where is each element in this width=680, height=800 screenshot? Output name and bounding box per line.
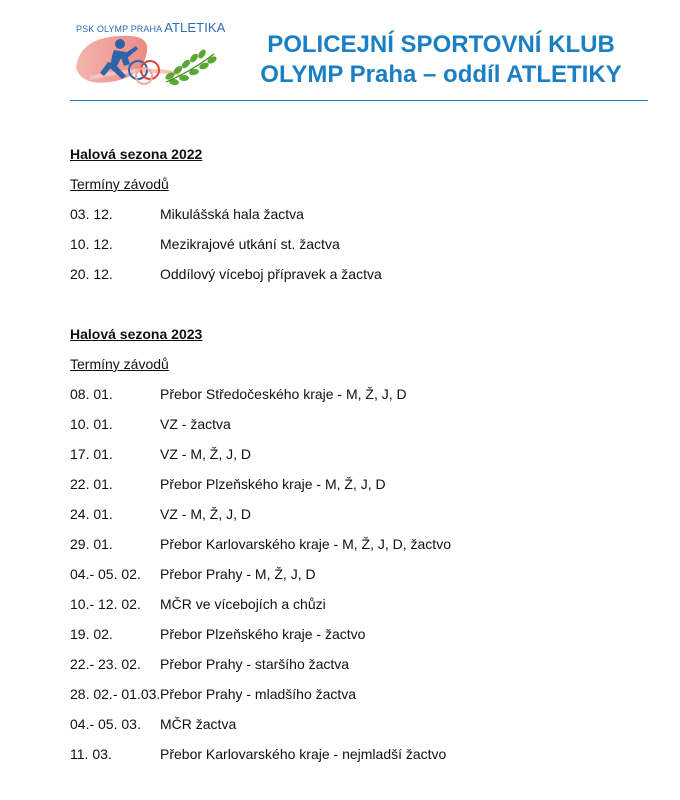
- event-date: 04.- 05. 02.: [70, 566, 141, 582]
- event-date: 29. 01.: [70, 536, 113, 552]
- event-row: [70, 686, 630, 716]
- event-name: Mezikrajové utkání st. žactva: [160, 236, 340, 252]
- event-name: Přebor Plzeňského kraje - M, Ž, J, D: [160, 476, 386, 492]
- event-date: 22. 01.: [70, 476, 113, 492]
- event-name: Přebor Karlovarského kraje - M, Ž, J, D, žactvo: [160, 536, 451, 552]
- event-row: [70, 626, 630, 656]
- race-dates-subtitle: Termíny závodů: [70, 356, 169, 372]
- event-name: Přebor Středočeského kraje - M, Ž, J, D: [160, 386, 407, 402]
- event-date: 20. 12.: [70, 266, 113, 282]
- event-date: 10. 12.: [70, 236, 113, 252]
- event-date: 17. 01.: [70, 446, 113, 462]
- event-date: 22.- 23. 02.: [70, 656, 141, 672]
- event-row: [70, 446, 630, 476]
- event-date: 03. 12.: [70, 206, 113, 222]
- event-date: 11. 03.: [70, 746, 112, 762]
- season-title: Halová sezona 2022: [70, 146, 203, 162]
- event-name: VZ - M, Ž, J, D: [160, 446, 251, 462]
- event-name: Přebor Prahy - mladšího žactva: [160, 686, 357, 702]
- event-name: MČR žactva: [160, 716, 237, 732]
- season-title: Halová sezona 2023: [70, 326, 203, 342]
- event-row: [70, 416, 630, 446]
- event-row: [70, 386, 630, 416]
- logo-big-text: ATLETIKA: [164, 20, 226, 35]
- event-name: VZ - M, Ž, J, D: [160, 506, 251, 522]
- event-row: [70, 596, 630, 626]
- event-date: 04.- 05. 03.: [70, 716, 141, 732]
- event-name: Přebor Karlovarského kraje - nejmladší žactvo: [160, 746, 447, 762]
- event-name: Přebor Plzeňského kraje - žactvo: [160, 626, 366, 642]
- event-row: [70, 476, 630, 506]
- header-divider: [70, 100, 648, 101]
- event-date: 10. 01.: [70, 416, 113, 432]
- logo-graphic: [70, 16, 230, 96]
- event-date: 10.- 12. 02.: [70, 596, 141, 612]
- club-title-line-2: OLYMP Praha – oddíl ATLETIKY: [260, 61, 622, 88]
- event-date: 24. 01.: [70, 506, 113, 522]
- race-dates-subtitle: Termíny závodů: [70, 176, 169, 192]
- event-row: [70, 206, 630, 236]
- event-name: Přebor Prahy - staršího žactva: [160, 656, 350, 672]
- event-date: 08. 01.: [70, 386, 113, 402]
- event-row: [70, 506, 630, 536]
- season-2023-section: [70, 326, 630, 776]
- document-header: [0, 0, 680, 110]
- event-row: [70, 716, 630, 746]
- event-row: [70, 536, 630, 566]
- event-date: 19. 02.: [70, 626, 113, 642]
- club-logo: [70, 16, 230, 96]
- event-row: [70, 236, 630, 266]
- event-row: [70, 266, 630, 296]
- event-name: Oddílový víceboj přípravek a žactva: [160, 266, 382, 282]
- club-title-line-1: POLICEJNÍ SPORTOVNÍ KLUB: [267, 31, 615, 58]
- event-name: Mikulášská hala žactva: [160, 206, 304, 222]
- logo-small-text: PSK OLYMP PRAHA: [76, 24, 163, 34]
- season-2022-section: [70, 146, 630, 296]
- club-title: [226, 30, 656, 90]
- event-row: [70, 566, 630, 596]
- event-name: Přebor Prahy - M, Ž, J, D: [160, 566, 316, 582]
- event-name: MČR ve vícebojích a chůzi: [160, 596, 326, 612]
- event-date: 28. 02.- 01.03.: [70, 686, 161, 702]
- event-row: [70, 746, 630, 776]
- event-row: [70, 656, 630, 686]
- event-name: VZ - žactva: [160, 416, 231, 432]
